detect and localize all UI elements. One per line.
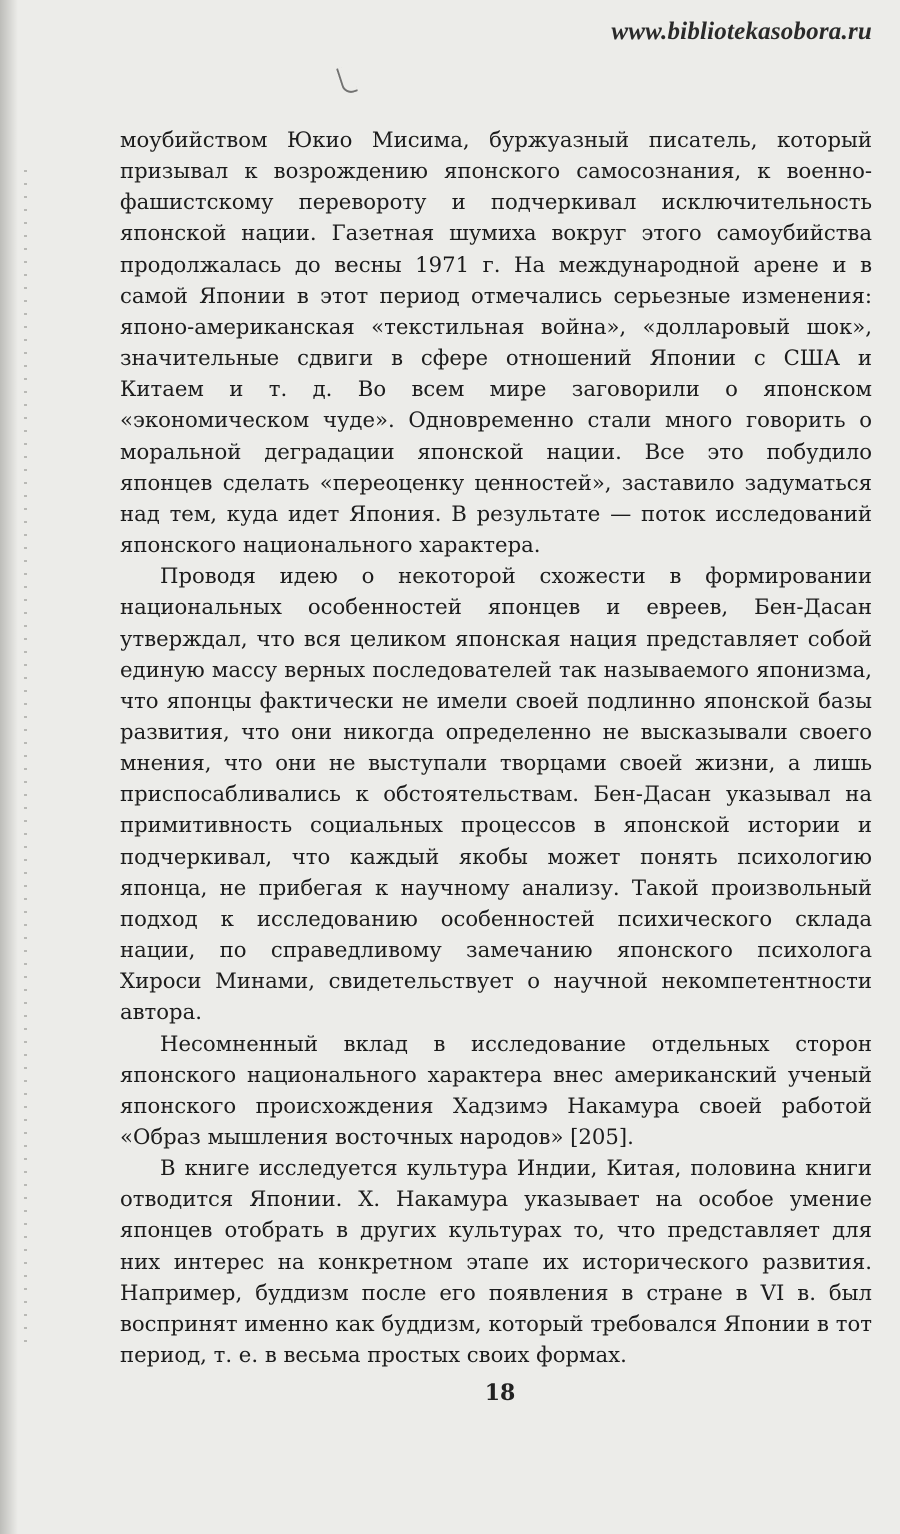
paragraph-1: моубийством Юкио Мисима, буржуазный писатель, который призывал к возрождению японского самосознания, к военно-фашистскому перевороту и подчеркивал исключительность японской нации. Газетная шумиха вокруг этого самоубийства продолжалась до весны 1971 г. На международной арене и в самой Японии в этот период отмечались серьезные изменения: японо-американская «текстильная война», «долларовый шок», значительные сдвиги в сфере отношений Японии с США и Китаем и т. д. Во всем мире заговорили о японском «экономическом чуде». Одновременно стали много говорить о моральной деградации японской нации. Все это побудило японцев сделать «переоценку ценностей», заставило задуматься над тем, куда идет Япония. В результате — поток исследований японского национального характера. [120,127,872,558]
page-number: 18 [484,1380,516,1406]
watermark-url: www.bibliotekasobora.ru [611,18,872,45]
pen-mark [336,65,358,96]
paragraph-3: Несомненный вклад в исследование отдельных сторон японского национального характера внес американский ученый японского происхождения Хадзимэ Накамура своей работой «Образ мышления восточных народов» [205]. [120,1030,872,1149]
body-text [120,124,872,1370]
binding-shadow [0,0,18,1534]
perforation-marks [24,170,27,1350]
paragraph-4: В книге исследуется культура Индии, Китая, половина книги отводится Японии. Х. Накамура указывает на особое умение японцев отобрать в других культурах то, что представляет для них интерес на конкретном этапе их исторического развития. Например, буддизм после его появления в стране в VI в. был воспринят именно как буддизм, который требовался Японии в тот период, т. е. в весьма простых своих формах. [120,1155,872,1368]
paragraph-2: Проводя идею о некоторой схожести в формировании национальных особенностей японцев и евреев, Бен-Дасан утверждал, что вся целиком японская нация представляет собой единую массу верных последователей так называемого японизма, что японцы фактически не имели своей подлинно японской базы развития, что они никогда определенно не высказывали своего мнения, что они не выступали творцами своей жизни, а лишь приспосабливались к обстоятельствам. Бен-Дасан указывал на примитивность социальных процессов в японской истории и подчеркивал, что каждый якобы может понять психологию японца, не прибегая к научному анализу. Такой произвольный подход к исследованию особенностей психического склада нации, по справедливому замечанию японского психолога Хироси Минами, свидетельствует о научной некомпетентности автора. [120,563,872,1025]
